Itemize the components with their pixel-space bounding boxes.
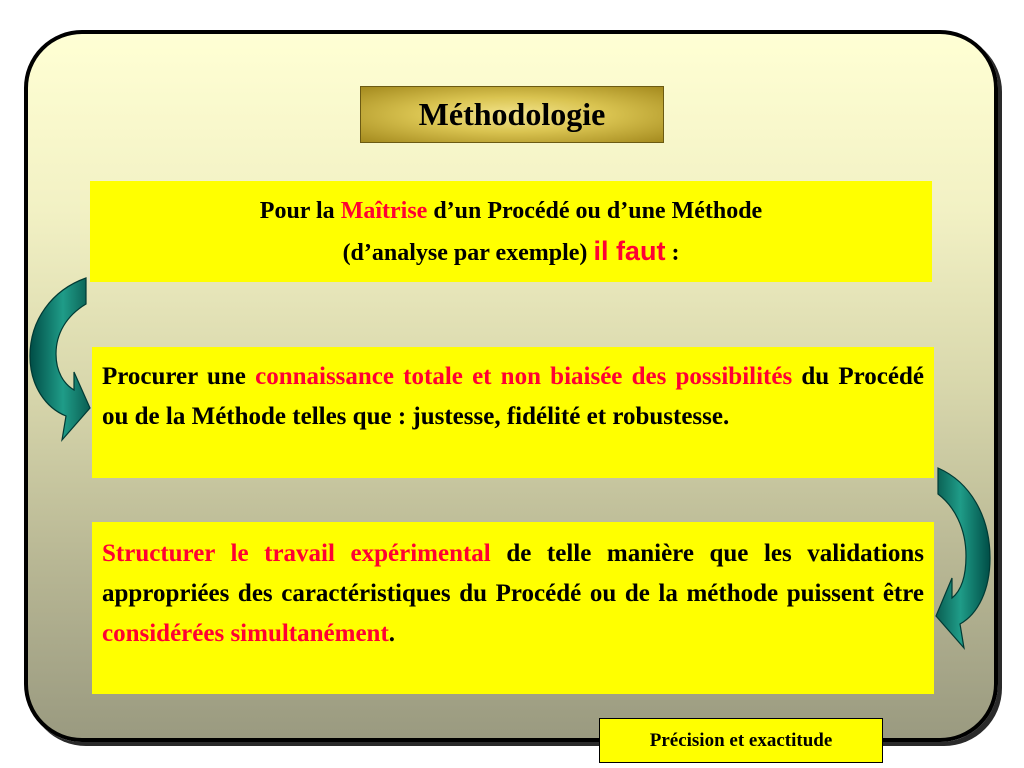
intro-text: (d’analyse par exemple) [342,240,594,266]
intro-box [90,181,932,282]
point-1-text: Procurer une [102,363,256,390]
curved-arrow-right-icon [934,466,992,652]
point-2-text: . [388,620,396,647]
intro-text: d’un Procédé ou d’une Méthode [427,198,763,224]
intro-line-1 [90,191,932,231]
point-1-text: du Procédé ou de la Méthode telles que : justesse, fidélité et robustesse. [102,363,924,430]
intro-text: : [665,240,680,266]
slide-title-text: Méthodologie [418,96,606,132]
curved-arrow-left-icon [28,276,92,442]
intro-highlight-maitrise: Maîtrise [340,198,428,224]
point-1-highlight: connaissance totale et non biaisée des possibilités [255,363,793,390]
intro-text: Pour la [259,198,341,224]
footer-text: Précision et exactitude [649,729,833,751]
point-2-highlight: considérées simultanément [102,620,389,647]
intro-line-2 [90,231,932,273]
point-1-box [92,347,934,478]
footer-label [599,718,883,763]
point-2-text: de telle manière que les validations appropriées des caractéristiques du Procédé ou de la méthode puissent être [102,540,925,607]
intro-highlight-il-faut: il faut [593,236,666,266]
point-2-box [92,522,934,694]
point-2-highlight: Structurer le travail expérimental [102,540,491,567]
slide-title [360,86,664,143]
